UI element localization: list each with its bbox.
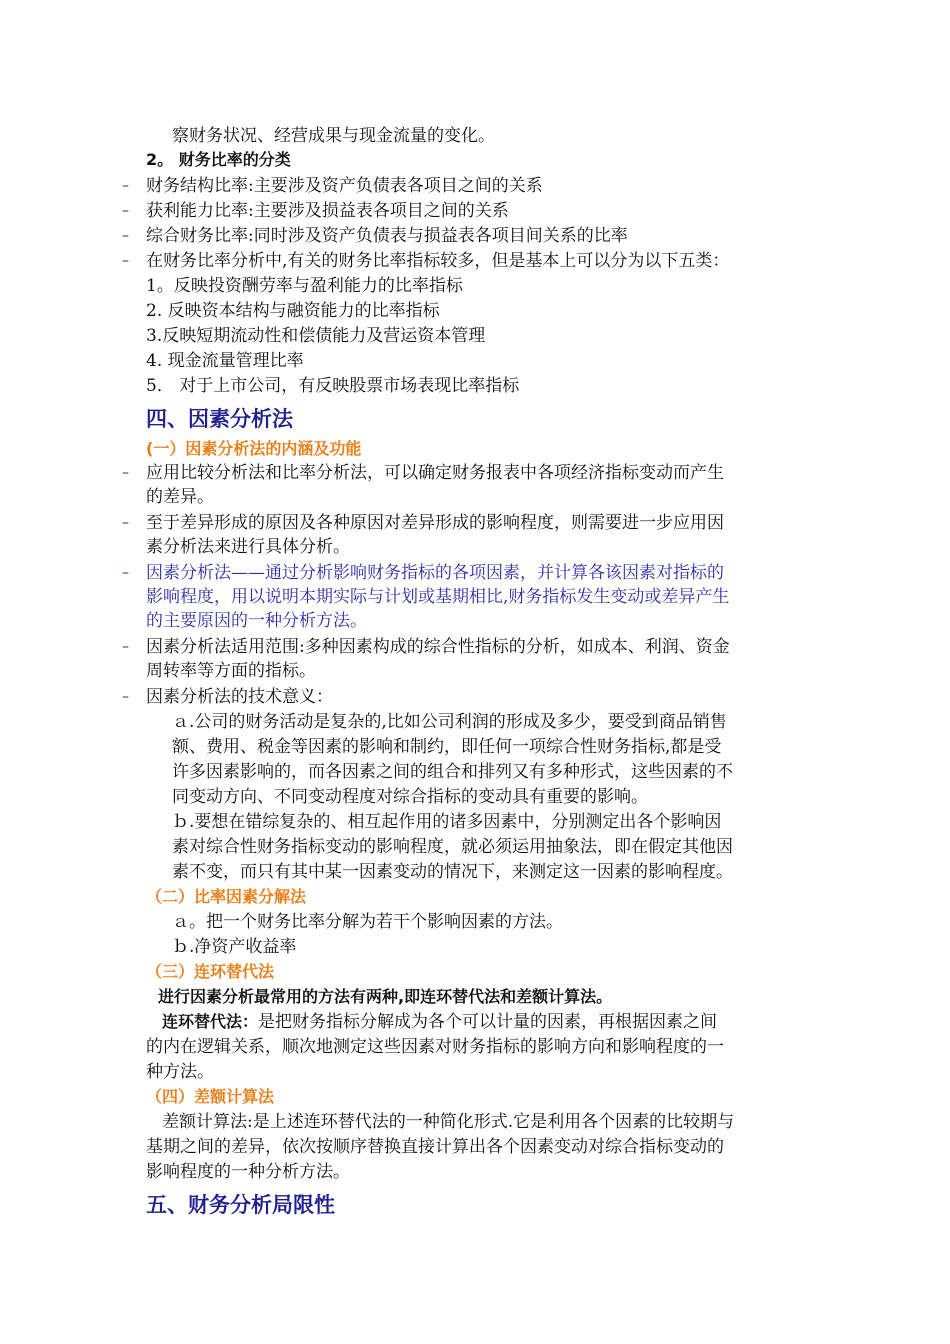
paragraph-line: 因素分析法的技术意义： (146, 687, 333, 707)
classification-item: 在财务比率分析中,有关的财务比率指标较多，但是基本上可以分为以下五类： (146, 251, 730, 271)
point-a-line: ａ.公司的财务活动是复杂的,比如公司利润的形成及多少，要受到商品销售 (172, 712, 727, 732)
bullet-marker: – (122, 228, 129, 244)
definition-line: 因素分析法——通过分析影响财务指标的各项因素，并计算各该因素对指标的 (146, 563, 724, 583)
bullet-marker: – (122, 465, 129, 481)
section-4-title: 四、因素分析法 (146, 407, 293, 431)
ratio-category-1: 1。反映投资酬劳率与盈利能力的比率指标 (146, 276, 463, 296)
classification-item: 综合财务比率:同时涉及资产负债表与损益表各项目间关系的比率 (146, 226, 628, 246)
ratio-category-3: 3.反映短期流动性和偿债能力及营运资本管理 (146, 326, 486, 346)
bullet-marker: – (122, 639, 129, 655)
paragraph-line: 因素分析法适用范围:多种因素构成的综合性指标的分析，如成本、利润、资金 (146, 637, 730, 657)
paragraph-line: 周转率等方面的指标。 (146, 661, 316, 681)
paragraph-line: 的差异。 (146, 487, 214, 507)
paragraph-line: 种方法。 (146, 1062, 214, 1082)
paragraph-line: 应用比较分析法和比率分析法，可以确定财务报表中各项经济指标变动而产生 (146, 463, 724, 483)
bullet-marker: – (122, 515, 129, 531)
subsection-4-title: （四）差额计算法 (146, 1087, 275, 1106)
definition-line: 影响程度，用以说明本期实际与计划或基期相比,财务指标发生变动或差异产生 (146, 587, 730, 607)
difference-method-line: 差额计算法:是上述连环替代法的一种简化形式.它是利用各个因素的比较期与 (162, 1112, 735, 1132)
point-b-line: ｂ.要想在错综复杂的、相互起作用的诸多因素中，分别测定出各个影响因 (172, 812, 722, 832)
subsection-3-title: （三）连环替代法 (146, 962, 275, 981)
bullet-marker: – (122, 203, 129, 219)
chain-substitution-label: 连环替代法： (162, 1012, 259, 1031)
methods-intro: 进行因素分析最常用的方法有两种,即连环替代法和差额计算法。 (158, 987, 613, 1006)
classification-heading: 2。 财务比率的分类 (146, 150, 291, 169)
section-5-title: 五、财务分析局限性 (146, 1193, 335, 1217)
subsection-2-title: （二）比率因素分解法 (146, 887, 307, 906)
paragraph-line: 素分析法来进行具体分析。 (146, 537, 350, 557)
paragraph-line: 影响程度的一种分析方法。 (146, 1162, 350, 1182)
bullet-marker: – (122, 689, 129, 705)
chain-substitution-definition (162, 1010, 717, 1034)
ratio-decomposition-b: ｂ.净资产收益率 (172, 937, 297, 957)
intro-tail-text: 察财务状况、经营成果与现金流量的变化。 (172, 126, 495, 146)
point-a-line: 额、费用、税金等因素的影响和制约，即任何一项综合性财务指标,都是受 (172, 737, 722, 757)
subsection-1-title: (一）因素分析法的内涵及功能 (146, 439, 362, 458)
classification-item: 财务结构比率:主要涉及资产负债表各项目之间的关系 (146, 176, 543, 196)
ratio-category-4: 4. 现金流量管理比率 (146, 351, 304, 371)
paragraph-line: 的内在逻辑关系，顺次地测定这些因素对财务指标的影响方向和影响程度的一 (146, 1037, 724, 1057)
point-a-line: 同变动方向、不同变动程度对综合指标的变动具有重要的影响。 (172, 787, 648, 807)
bullet-marker: – (122, 178, 129, 194)
chain-substitution-text: 是把财务指标分解成为各个可以计量的因素，再根据因素之间 (258, 1012, 718, 1032)
ratio-decomposition-a: ａ。把一个财务比率分解为若干个影响因素的方法。 (172, 912, 563, 932)
definition-line: 的主要原因的一种分析方法。 (146, 611, 367, 631)
ratio-category-2: 2. 反映资本结构与融资能力的比率指标 (146, 301, 440, 321)
point-a-line: 许多因素影响的，而各因素之间的组合和排列又有多种形式，这些因素的不 (172, 762, 733, 782)
paragraph-line: 基期之间的差异，依次按顺序替换直接计算出各个因素变动对综合指标变动的 (146, 1137, 724, 1157)
point-b-line: 素不变，而只有其中某一因素变动的情况下，来测定这一因素的影响程度。 (172, 862, 733, 882)
classification-item: 获利能力比率:主要涉及损益表各项目之间的关系 (146, 201, 509, 221)
bullet-marker: – (122, 565, 129, 581)
paragraph-line: 至于差异形成的原因及各种原因对差异形成的影响程度，则需要进一步应用因 (146, 513, 724, 533)
point-b-line: 素对综合性财务指标变动的影响程度，就必须运用抽象法，即在假定其他因 (172, 837, 733, 857)
bullet-marker: – (122, 253, 129, 269)
ratio-category-5: 5． 对于上市公司，有反映股票市场表现比率指标 (146, 376, 520, 396)
